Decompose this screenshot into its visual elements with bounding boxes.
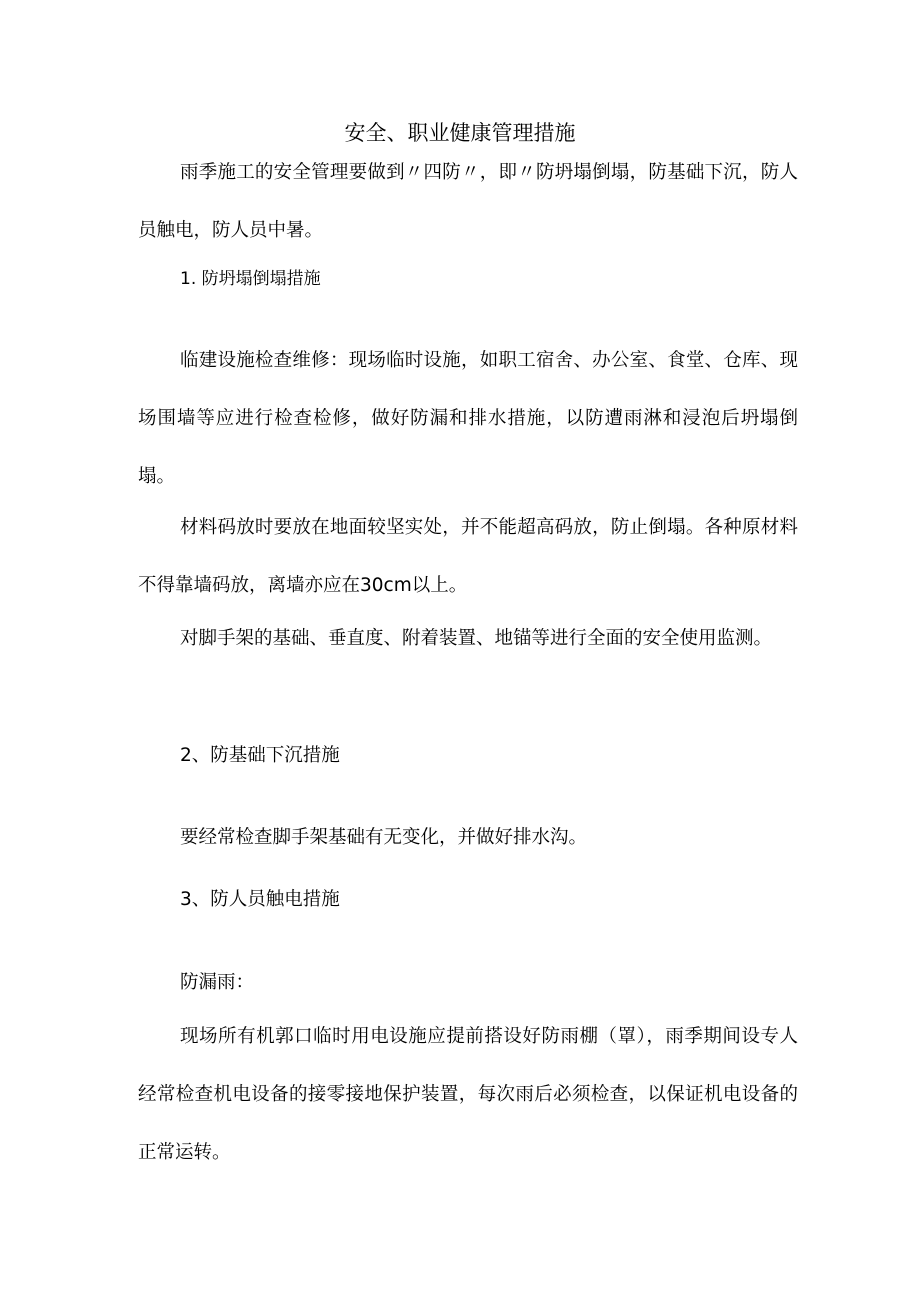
section1-paragraph-facilities: 临建设施检查维修：现场临时设施，如职工宿舍、办公室、食堂、仓库、现场围墙等应进行检查检修，做好防漏和排水措施，以防遭雨淋和浸泡后坍塌倒塌。 [138,350,798,487]
section3-subheading: 防漏雨： [180,972,255,993]
section1-heading: 1. 防坍塌倒塌措施 [180,269,321,289]
section1-paragraph-materials: 材料码放时要放在地面较坚实处，并不能超高码放，防止倒塌。各种原材料不得靠墙码放，离墙亦应在30cm以上。 [138,517,798,596]
document-title: 安全、职业健康管理措施 [344,121,576,145]
section2-paragraph: 要经常检查脚手架基础有无变化，并做好排水沟。 [180,827,588,848]
section1-paragraph-scaffold: 对脚手架的基础、垂直度、附着装置、地锚等进行全面的安全使用监测。 [180,628,773,649]
intro-paragraph: 雨季施工的安全管理要做到〃四防〃，即〃防坍塌倒塌，防基础下沉，防人员触电，防人员中暑。 [138,162,798,241]
section3-paragraph: 现场所有机郭口临时用电设施应提前搭设好防雨棚（罩），雨季期间设专人经常检查机电设备的接零接地保护装置，每次雨后必须检查，以保证机电设备的正常运转。 [138,1026,798,1163]
section2-heading: 2、防基础下沉措施 [180,745,340,766]
section3-heading: 3、防人员触电措施 [180,889,340,910]
